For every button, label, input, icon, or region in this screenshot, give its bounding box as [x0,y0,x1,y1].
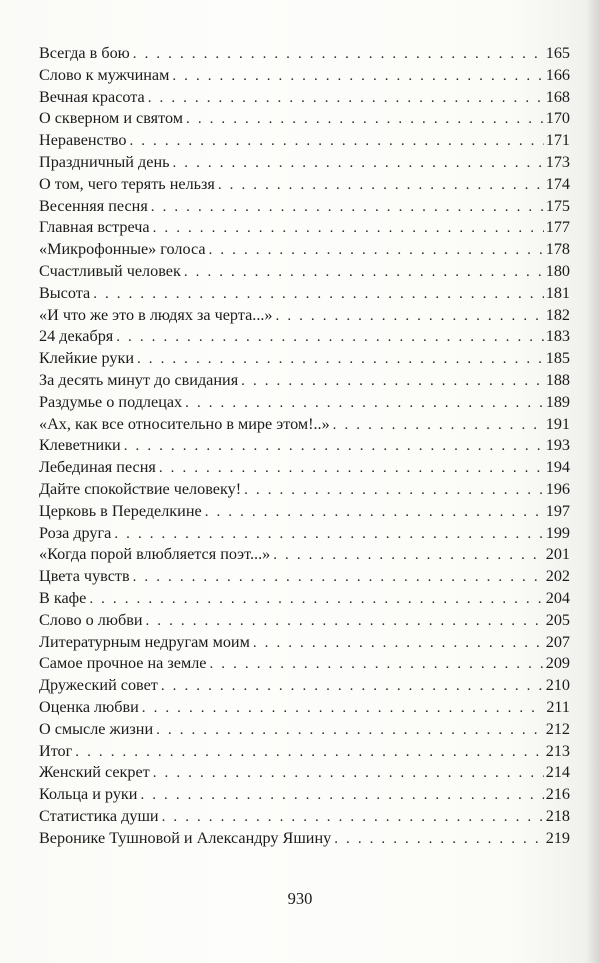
toc-entry-page-number: 193 [545,436,570,455]
toc-entry-page-number: 180 [545,261,570,280]
toc-entry-page-number: 191 [545,414,570,433]
toc-entry [39,762,570,784]
dot-leader [241,371,544,393]
dot-leader [159,458,544,480]
toc-entry [39,283,570,305]
toc-entry [39,305,570,327]
toc-entry-title: Литературным недругам моим [39,632,250,651]
toc-entry-page-number: 196 [545,479,570,498]
toc-entry [39,566,570,588]
page-gutter-shadow [586,0,600,963]
toc-entry [39,370,570,392]
toc-entry-page-number: 213 [545,741,570,760]
toc-entry [39,174,570,196]
toc-entry [39,479,570,501]
toc-entry-title: Клеветники [39,436,121,455]
toc-entry [39,65,570,87]
toc-entry-page-number: 183 [545,327,570,346]
toc-entry-page-number: 175 [545,196,570,215]
toc-entry-title: «Микрофонные» голоса [39,240,206,259]
toc-entry-title: О том, чего терять нельзя [39,174,215,193]
toc-entry [39,544,570,566]
dot-leader [75,742,543,764]
toc-entry [39,196,570,218]
toc-entry [39,239,570,261]
toc-entry [39,261,570,283]
toc-entry-page-number: 204 [545,588,570,607]
toc-entry [39,217,570,239]
dot-leader [156,720,544,742]
dot-leader [273,545,544,567]
dot-leader [142,698,545,720]
toc-entry-title: Главная встреча [39,218,150,237]
toc-entry-title: Слово о любви [39,610,143,629]
toc-entry-page-number: 173 [545,152,570,171]
toc-entry [39,632,570,654]
toc-entry-title: Женский секрет [39,763,150,782]
dot-leader [140,785,543,807]
toc-entry-title: Клейкие руки [39,349,134,368]
toc-entry-title: За десять минут до свидания [39,370,239,389]
toc-entry-page-number: 212 [545,719,570,738]
dot-leader [124,436,544,458]
toc-entry-page-number: 178 [545,240,570,259]
toc-entry-title: Раздумье о подлецах [39,392,183,411]
toc-entry-page-number: 181 [545,283,570,302]
toc-entry-title: Кольца и руки [39,785,138,804]
toc-entry [39,784,570,806]
toc-entry-title: Весенняя песня [39,196,148,215]
toc-entry-page-number: 216 [545,785,570,804]
toc-entry [39,457,570,479]
toc-entry-title: Высота [39,283,91,302]
toc-entry-page-number: 207 [545,632,570,651]
toc-entry [39,348,570,370]
toc-entry [39,414,570,436]
toc-entry [39,152,570,174]
dot-leader [205,502,544,524]
dot-leader [153,763,544,785]
toc-entry-page-number: 197 [545,501,570,520]
toc-entry-title: Праздничный день [39,152,170,171]
toc-entry [39,697,570,719]
toc-entry-page-number: 205 [545,610,570,629]
toc-entry [39,719,570,741]
toc-entry-title: Самое прочное на земле [39,654,207,673]
toc-entry-title: Счастливый человек [39,261,181,280]
dot-leader [133,567,544,589]
dot-leader [218,175,544,197]
dot-leader [133,44,544,66]
toc-entry [39,130,570,152]
toc-entry-page-number: 210 [545,676,570,695]
toc-entry-title: Статистика души [39,806,159,825]
toc-entry-title: 24 декабря [39,327,114,346]
dot-leader [172,66,543,88]
toc-entry [39,828,570,850]
dot-leader [253,633,544,655]
toc-entry-title: Вечная красота [39,87,145,106]
dot-leader [93,284,544,306]
toc-entry [39,326,570,348]
toc-entry-title: О скверном и святом [39,109,184,128]
dot-leader [137,349,544,371]
toc-entry-title: Церковь в Переделкине [39,501,202,520]
toc-entry [39,806,570,828]
toc-entry-title: Лебединая песня [39,458,156,477]
toc-entry-page-number: 174 [545,174,570,193]
toc-entry [39,653,570,675]
dot-leader [333,415,544,437]
toc-entry-page-number: 211 [546,697,570,716]
dot-leader [334,829,544,851]
toc-entry-title: Слово к мужчинам [39,65,170,84]
toc-entry-title: Дружеский совет [39,676,158,695]
toc-entry-page-number: 219 [545,828,570,847]
toc-entry-page-number: 185 [545,349,570,368]
dot-leader [114,524,543,546]
toc-entry [39,610,570,632]
dot-leader [116,327,543,349]
toc-entry [39,87,570,109]
dot-leader [153,218,544,240]
toc-entry-page-number: 168 [545,87,570,106]
dot-leader [161,676,544,698]
dot-leader [185,393,544,415]
toc-entry-title: «Ах, как все относительно в мире этом!..» [39,414,330,433]
toc-entry [39,108,570,130]
dot-leader [276,306,544,328]
toc-entry-title: «И что же это в людях за черта...» [39,305,273,324]
dot-leader [184,262,544,284]
toc-entry [39,675,570,697]
toc-entry-page-number: 166 [545,65,570,84]
toc-entry-page-number: 201 [545,545,570,564]
table-of-contents [39,43,570,849]
dot-leader [89,589,543,611]
toc-entry [39,501,570,523]
toc-entry-page-number: 218 [545,806,570,825]
toc-entry-page-number: 214 [545,763,570,782]
toc-entry-page-number: 194 [545,458,570,477]
toc-entry-page-number: 182 [545,305,570,324]
toc-entry [39,435,570,457]
toc-entry-title: О смысле жизни [39,719,154,738]
dot-leader [173,153,544,175]
dot-leader [151,197,544,219]
toc-entry-title: Итог [39,741,73,760]
toc-entry-page-number: 165 [545,44,570,62]
toc-entry [39,43,570,65]
toc-entry-title: Роза друга [39,523,112,542]
toc-entry-title: Оценка любви [39,697,139,716]
page-number: 930 [287,889,313,908]
toc-entry-page-number: 202 [545,567,570,586]
toc-entry-title: Цвета чувств [39,567,130,586]
toc-entry-title: Всегда в бою [39,44,130,62]
toc-entry-page-number: 189 [545,392,570,411]
toc-entry-title: Веронике Тушновой и Александру Яшину [39,828,332,847]
toc-entry-title: «Когда порой влюбляется поэт...» [39,545,271,564]
dot-leader [209,240,544,262]
toc-entry [39,523,570,545]
dot-leader [146,611,544,633]
toc-entry-page-number: 209 [545,654,570,673]
toc-entry [39,588,570,610]
dot-leader [148,88,544,110]
dot-leader [186,109,544,131]
toc-entry-page-number: 171 [545,131,570,150]
toc-entry-title: В кафе [39,588,87,607]
toc-entry-title: Неравенство [39,131,127,150]
toc-entry-page-number: 170 [545,109,570,128]
toc-entry-title: Дайте спокойствие человеку! [39,479,242,498]
dot-leader [210,654,544,676]
dot-leader [244,480,544,502]
dot-leader [162,807,544,829]
toc-entry [39,741,570,763]
toc-entry-page-number: 199 [545,523,570,542]
toc-entry [39,392,570,414]
dot-leader [129,131,543,153]
toc-entry-page-number: 188 [545,370,570,389]
toc-entry-page-number: 177 [545,218,570,237]
